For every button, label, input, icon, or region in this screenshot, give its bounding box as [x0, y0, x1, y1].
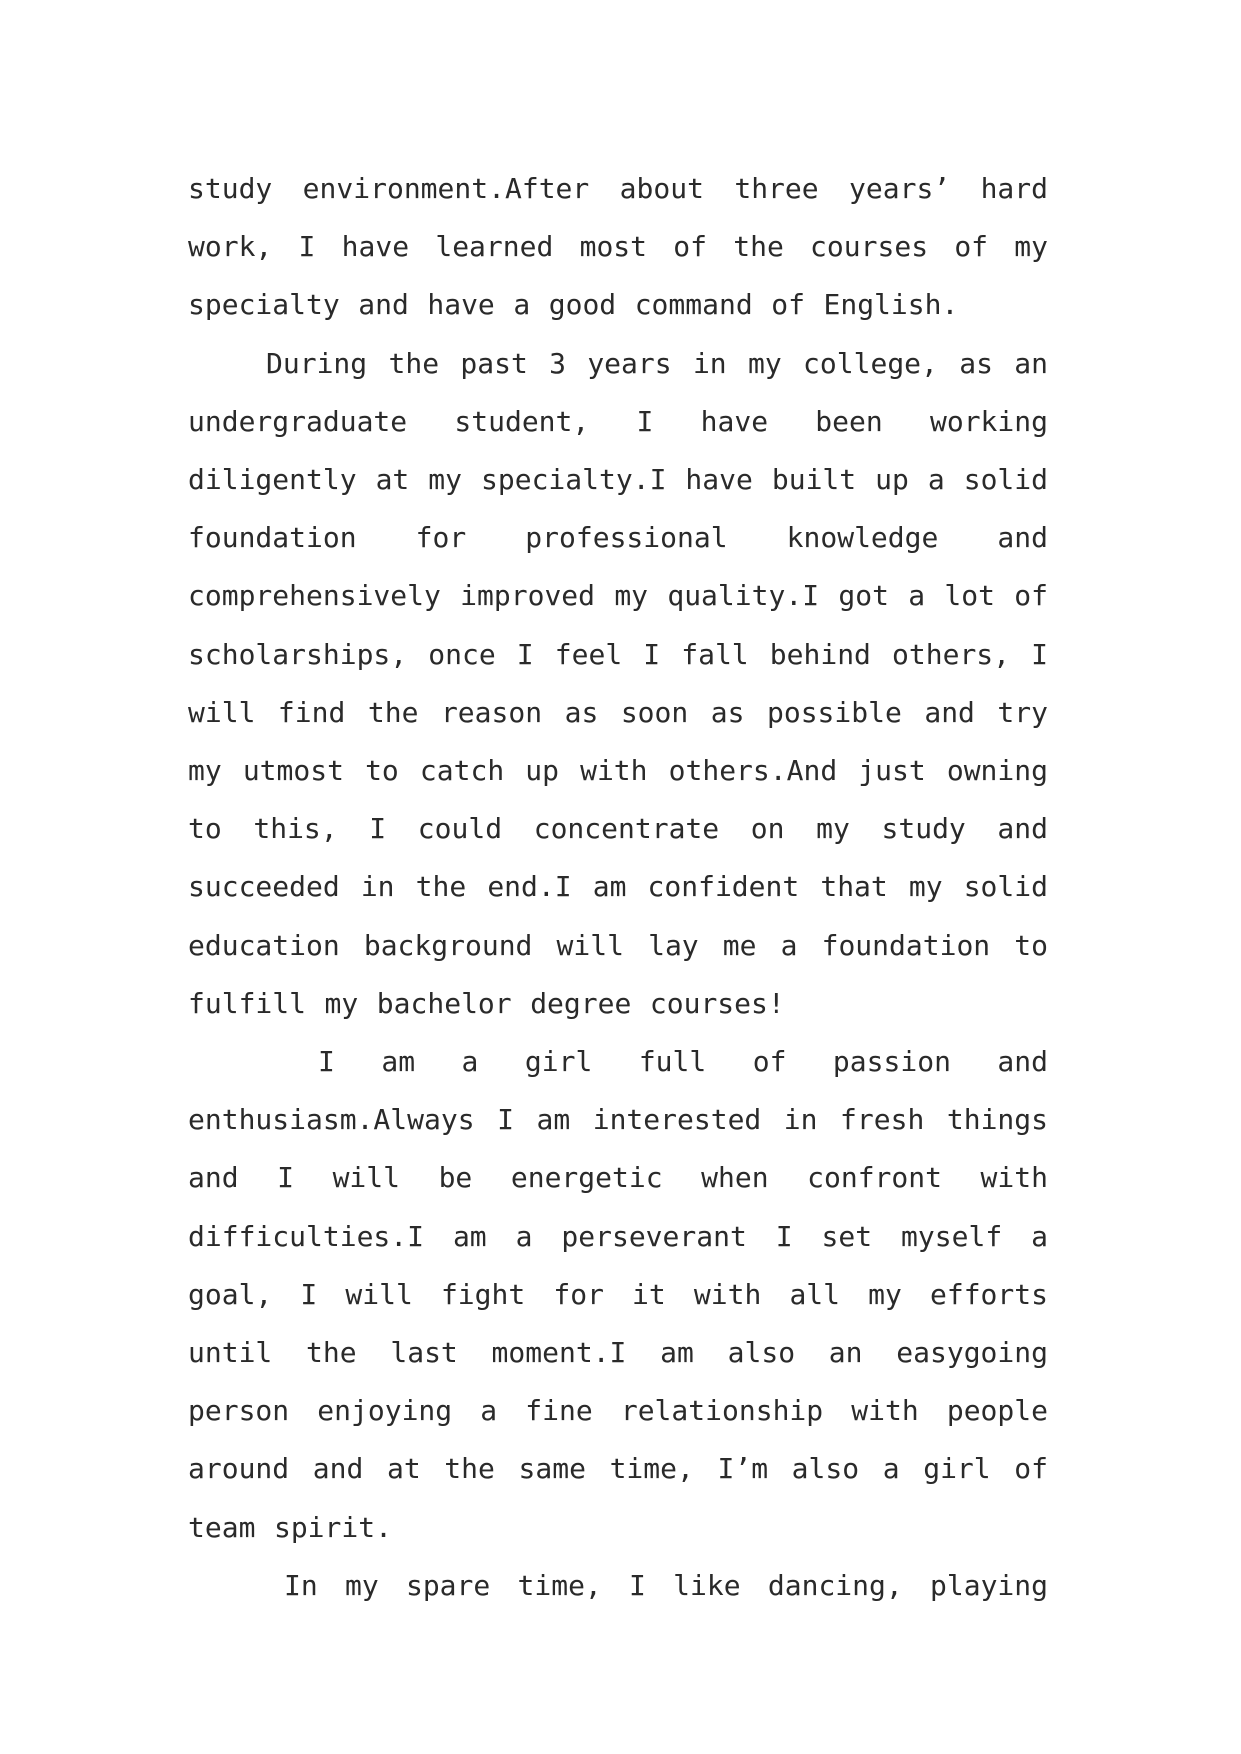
paragraph: I am a girl full of passion and enthusiasm.Always I am interested in fresh things and I will be energetic when confront with difficulties.I am a perseverant I set myself a goal, I will fight for it with all my efforts until the last moment.I am also an easygoing person enjoying a fine relationship with people around and at the same time, I’m also a girl of team spirit. [188, 1045, 1048, 1544]
body-text [188, 160, 1048, 1615]
paragraph: During the past 3 years in my college, as an undergraduate student, I have been working diligently at my specialty.I have built up a solid foundation for professional knowledge and comprehensively improved my quality.I got a lot of scholarships, once I feel I fall behind others, I will find the reason as soon as possible and try my utmost to catch up with others.And just owning to this, I could concentrate on my study and succeeded in the end.I am confident that my solid education background will lay me a foundation to fulfill my bachelor degree courses! [188, 346, 1048, 1020]
paragraph: In my spare time, I like dancing, playing [284, 1568, 1048, 1602]
paragraph: study environment.After about three years’ hard work, I have learned most of the courses of my specialty and have a good command of English. [188, 172, 1048, 322]
